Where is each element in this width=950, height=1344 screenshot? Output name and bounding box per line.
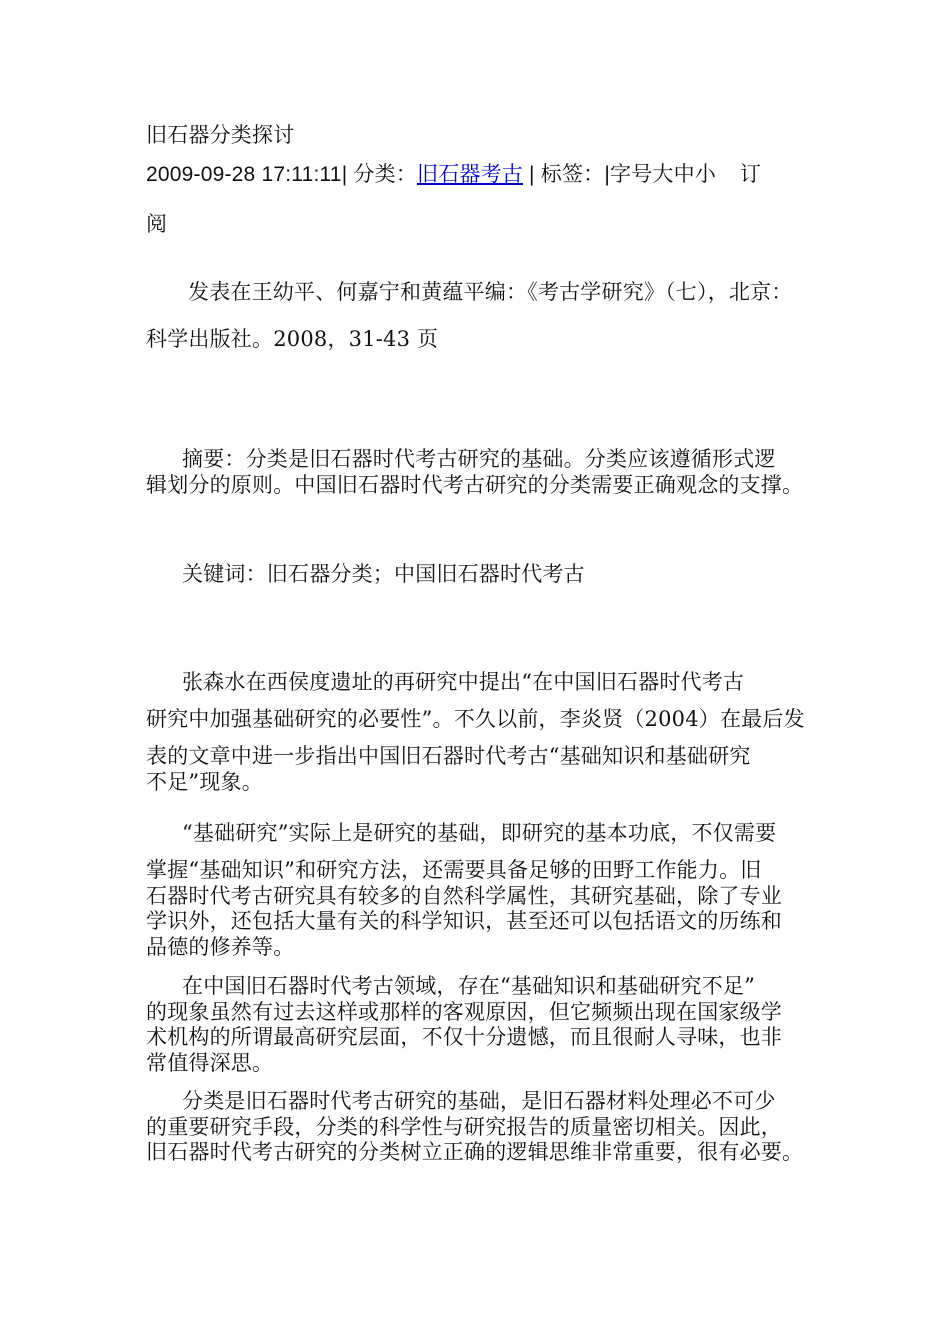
font-size-large-button[interactable]: 大 xyxy=(652,162,674,186)
abstract-line-1: 摘要：分类是旧石器时代考古研究的基础。分类应该遵循形式逻 xyxy=(182,447,776,471)
category-label: 分类： xyxy=(353,162,417,186)
paragraph-3-line-1: 在中国旧石器时代考古领域，存在“基础知识和基础研究不足” xyxy=(182,974,756,998)
font-size-medium-button[interactable]: 中 xyxy=(673,162,695,186)
paragraph-2-line-4: 学识外，还包括大量有关的科学知识，甚至还可以包括语文的历练和 xyxy=(146,909,782,933)
publication-line-2: 科学出版社。2008，31-43 页 xyxy=(146,327,439,351)
separator: | xyxy=(341,163,348,186)
paragraph-1-line-1: 张森水在西侯度遗址的再研究中提出“在中国旧石器时代考古 xyxy=(182,670,745,694)
separator: | xyxy=(529,163,535,186)
tags-label: 标签： xyxy=(540,162,605,186)
paragraph-3-line-4: 常值得深思。 xyxy=(146,1051,274,1075)
paragraph-2-line-2: 掌握“基础知识”和研究方法，还需要具备足够的田野工作能力。旧 xyxy=(146,858,762,882)
paragraph-3-line-3: 术机构的所谓最高研究层面，不仅十分遗憾，而且很耐人寻味，也非 xyxy=(146,1025,782,1049)
paragraph-2-line-1: “基础研究”实际上是研究的基础，即研究的基本功底，不仅需要 xyxy=(182,821,777,845)
paragraph-4-line-1: 分类是旧石器时代考古研究的基础，是旧石器材料处理必不可少 xyxy=(182,1089,776,1113)
paragraph-1-line-3: 表的文章中进一步指出中国旧石器时代考古“基础知识和基础研究 xyxy=(146,744,751,768)
paragraph-1-line-4: 不足”现象。 xyxy=(146,770,263,794)
article-title: 旧石器分类探讨 xyxy=(146,123,295,147)
paragraph-4-line-2: 的重要研究手段，分类的科学性与研究报告的质量密切相关。因此， xyxy=(146,1115,782,1139)
keywords: 关键词：旧石器分类；中国旧石器时代考古 xyxy=(182,562,585,586)
paragraph-2-line-3: 石器时代考古研究具有较多的自然科学属性，其研究基础，除了专业 xyxy=(146,884,782,908)
paragraph-1-line-2: 研究中加强基础研究的必要性”。不久以前，李炎贤（2004）在最后发 xyxy=(146,707,805,731)
post-datetime: 2009-09-28 17:11:11 xyxy=(146,163,342,186)
subscribe-button-part2[interactable]: 阅 xyxy=(146,212,168,236)
paragraph-3-line-2: 的现象虽然有过去这样或那样的客观原因，但它频频出现在国家级学 xyxy=(146,1000,782,1024)
separator: | xyxy=(604,163,611,186)
abstract-line-2: 辑划分的原则。中国旧石器时代考古研究的分类需要正确观念的支撑。 xyxy=(146,473,804,497)
paragraph-4-line-3: 旧石器时代考古研究的分类树立正确的逻辑思维非常重要，很有必要。 xyxy=(146,1140,804,1164)
subscribe-button-part1[interactable]: 订 xyxy=(740,162,762,186)
category-link[interactable]: 旧石器考古 xyxy=(417,162,523,186)
article-meta-bar xyxy=(146,164,761,185)
font-size-label: 字号 xyxy=(610,162,653,186)
paragraph-2-line-5: 品德的修养等。 xyxy=(146,935,295,959)
publication-line-1: 发表在王幼平、何嘉宁和黄蕴平编：《考古学研究》（七），北京： xyxy=(188,280,793,304)
font-size-small-button[interactable]: 小 xyxy=(694,162,717,186)
